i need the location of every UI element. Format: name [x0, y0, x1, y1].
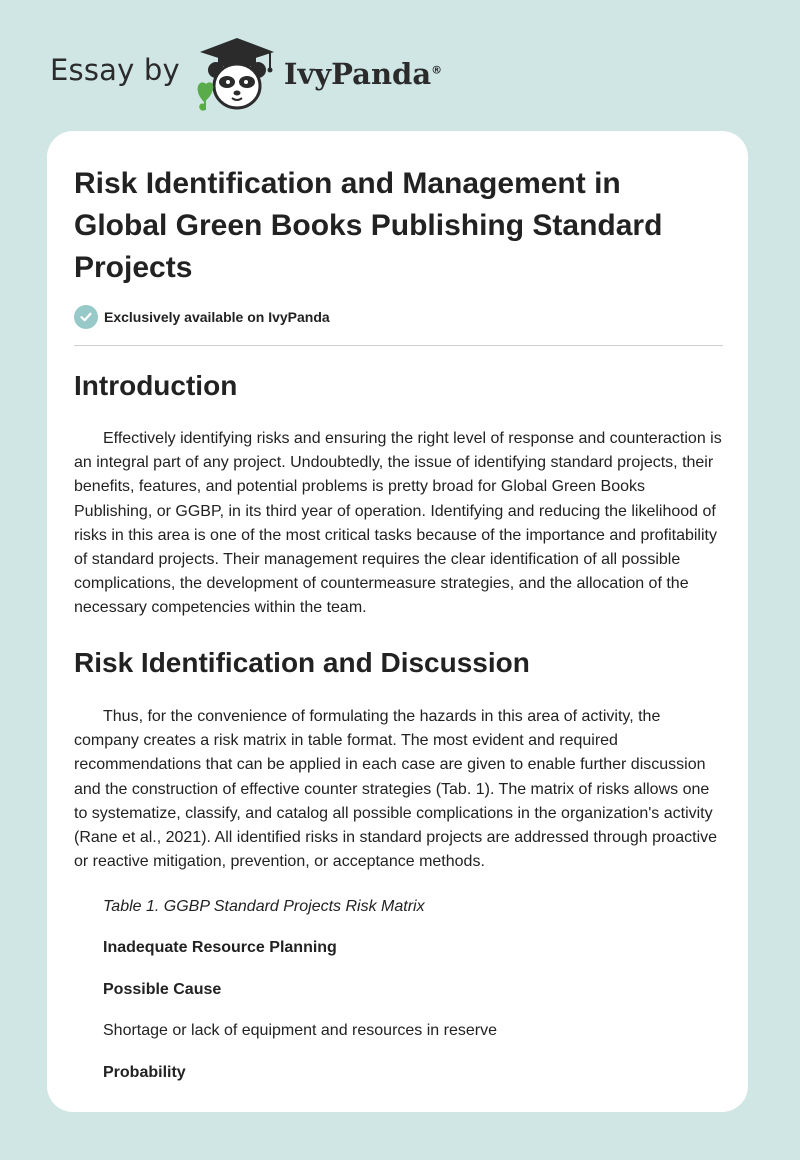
brand-header[interactable]: [50, 34, 442, 114]
article-card: [47, 131, 748, 1112]
panda-graduate-icon: [194, 34, 280, 114]
heading-introduction: Introduction: [74, 370, 238, 401]
exclusive-badge: [74, 305, 330, 329]
article-title: Risk Identification and Management in Global Green Books Publishing Standard Projects: [74, 167, 663, 284]
table-cause-label: Possible Cause: [103, 981, 222, 998]
table-cause-value: Shortage or lack of equipment and resources in reserve: [103, 1022, 497, 1039]
heading-risk-identification: Risk Identification and Discussion: [74, 647, 530, 678]
paragraph-introduction: Effectively identifying risks and ensuring the right level of response and counteraction is an integral part of any project. Undoubtedly, the issue of identifying standard projects, their benefits, features, and potential problems is pretty broad for Global Green Books Publishing, or GGBP, in its third year of operation. Identifying and reducing the likelihood of risks in this area is one of the most critical tasks because of the importance and profitability of standard projects. Their management requires the clear identification of all possible complications, the development of countermeasure strategies, and the allocation of the necessary competencies within the team.: [74, 430, 722, 617]
paragraph-risk-identification: Thus, for the convenience of formulating the hazards in this area of activity, the company creates a risk matrix in table format. The most evident and required recommendations that can be applied in each case are given to enable further discussion and the construction of effective counter strategies (Tab. 1). The matrix of risks allows one to systematize, classify, and catalog all possible complications in the organization's activity (Rane et al., 2021). All identified risks in standard projects are addressed through proactive or reactive mitigation, prevention, or acceptance methods.: [74, 708, 718, 871]
brand-name: IvyPanda®: [283, 57, 443, 91]
check-circle-icon: [74, 305, 98, 329]
brand-prefix: Essay by: [50, 53, 180, 87]
table-probability-label: Probability: [103, 1064, 186, 1081]
table-risk-name: Inadequate Resource Planning: [103, 939, 337, 956]
exclusive-label: Exclusively available on IvyPanda: [104, 309, 330, 325]
title-divider: [74, 345, 723, 346]
table-caption: Table 1. GGBP Standard Projects Risk Matrix: [103, 898, 425, 915]
